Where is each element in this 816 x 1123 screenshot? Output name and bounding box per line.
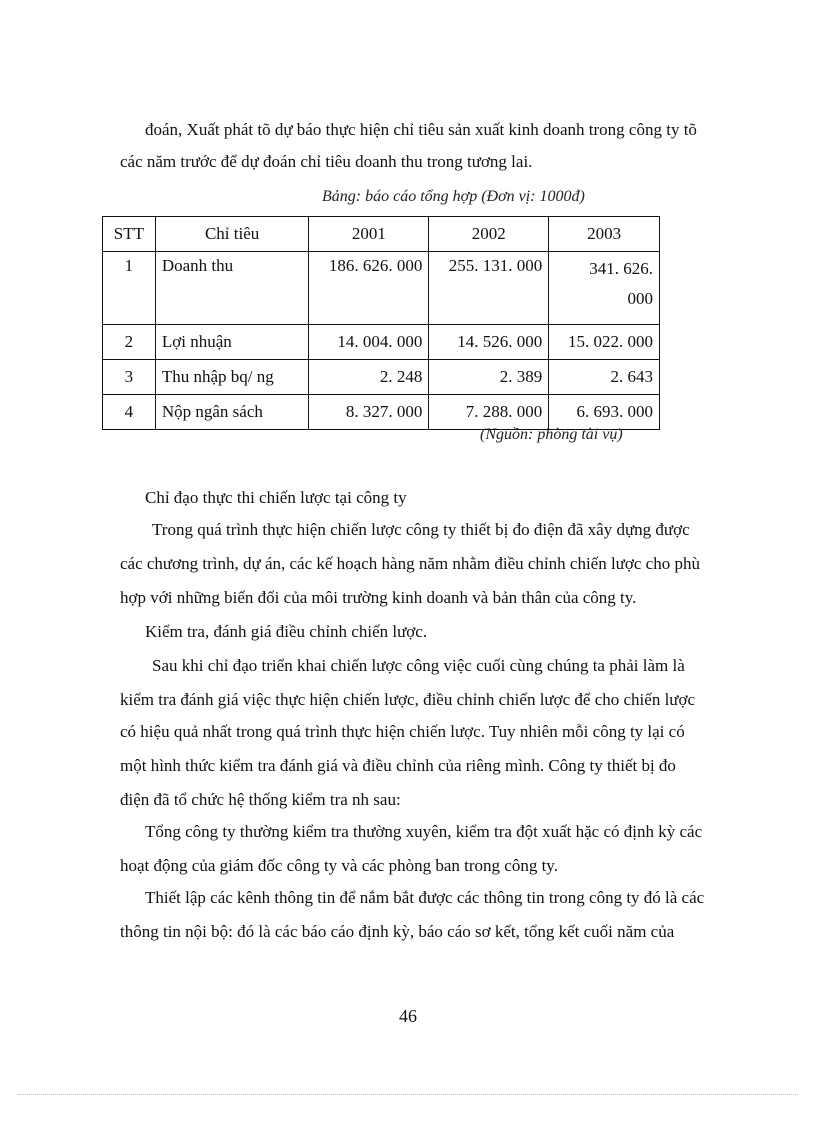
cell-2002: 7. 288. 000 [429, 395, 549, 430]
body-line: Thiết lập các kênh thông tin để nắm bắt được các thông tin trong công ty đó là các [145, 888, 705, 907]
body-line: hợp với những biến đổi của môi trường kinh doanh và bản thân của công ty. [120, 588, 637, 607]
cell-stt: 2 [103, 325, 156, 360]
body-line: có hiệu quả nhất trong quá trình thực hiện chiến lược. Tuy nhiên mỗi công ty lại có [120, 722, 685, 741]
body-line: một hình thức kiểm tra đánh giá và điều chỉnh của riêng mình. Công ty thiết bị đo [120, 756, 676, 775]
intro-line-2: các năm trước để dự đoán chỉ tiêu doanh thu trong tương lai. [120, 152, 533, 171]
body-line: kiểm tra đánh giá việc thực hiện chiến lược, điều chỉnh chiến lược để cho chiến lược [120, 690, 696, 709]
cell-2003: 2. 643 [549, 360, 660, 395]
cell-2001: 186. 626. 000 [309, 252, 429, 325]
intro-line-1: đoán, Xuất phát tõ dự báo thực hiện chỉ tiêu sản xuất kinh doanh trong công ty tõ [145, 120, 697, 139]
body-line: Trong quá trình thực hiện chiến lược công ty thiết bị đo điện đã xây dựng được [152, 520, 690, 539]
table-row [103, 395, 660, 430]
cell-2003: 6. 693. 000 [549, 395, 660, 430]
header-2003: 2003 [549, 217, 660, 252]
body-line: Sau khi chỉ đạo triển khai chiến lược công việc cuối cùng chúng ta phải làm là [152, 656, 685, 675]
cell-2001: 2. 248 [309, 360, 429, 395]
header-2001: 2001 [309, 217, 429, 252]
page-number: 46 [399, 1006, 417, 1026]
table-row [103, 325, 660, 360]
section-heading-evaluation: Kiểm tra, đánh giá điều chỉnh chiến lược. [145, 622, 428, 641]
body-line: hoạt động của giám đốc công ty và các phòng ban trong công ty. [120, 856, 558, 875]
header-2002: 2002 [429, 217, 549, 252]
cell-2003 [549, 252, 660, 325]
cell-indicator: Doanh thu [155, 252, 309, 325]
cell-2003-line1: 341. 626. [589, 259, 653, 278]
table-caption: Bảng: báo cáo tổng hợp (Đơn vị: 1000đ) [322, 188, 585, 205]
cell-2002: 2. 389 [429, 360, 549, 395]
cell-2003-line2: 000 [627, 289, 653, 308]
body-line: điện đã tổ chức hệ thống kiểm tra nh sau: [120, 790, 401, 809]
cell-2001: 14. 004. 000 [309, 325, 429, 360]
table-header-row [103, 217, 660, 252]
section-heading-execution: Chỉ đạo thực thi chiến lược tại công ty [145, 488, 407, 507]
header-stt: STT [103, 217, 156, 252]
cell-2002: 14. 526. 000 [429, 325, 549, 360]
table-row [103, 252, 660, 325]
body-line: các chương trình, dự án, các kế hoạch hàng năm nhằm điều chỉnh chiến lược cho phù [120, 554, 700, 573]
cell-stt: 1 [103, 252, 156, 325]
table-source: (Nguồn: phòng tài vụ) [480, 426, 623, 443]
cell-2002: 255. 131. 000 [429, 252, 549, 325]
cell-stt: 3 [103, 360, 156, 395]
cell-indicator: Lợi nhuận [155, 325, 309, 360]
cell-2003: 15. 022. 000 [549, 325, 660, 360]
cell-2001: 8. 327. 000 [309, 395, 429, 430]
header-indicator: Chỉ tiêu [155, 217, 309, 252]
body-line: Tổng công ty thường kiểm tra thường xuyên, kiểm tra đột xuất hặc có định kỳ các [145, 822, 703, 841]
body-line: thông tin nội bộ: đó là các báo cáo định kỳ, báo cáo sơ kết, tổng kết cuối năm của [120, 922, 675, 941]
cell-indicator: Nộp ngân sách [155, 395, 309, 430]
cell-stt: 4 [103, 395, 156, 430]
cell-indicator: Thu nhập bq/ ng [155, 360, 309, 395]
table-row [103, 360, 660, 395]
report-table [102, 216, 660, 430]
footer-dotted-rule [18, 1094, 798, 1095]
